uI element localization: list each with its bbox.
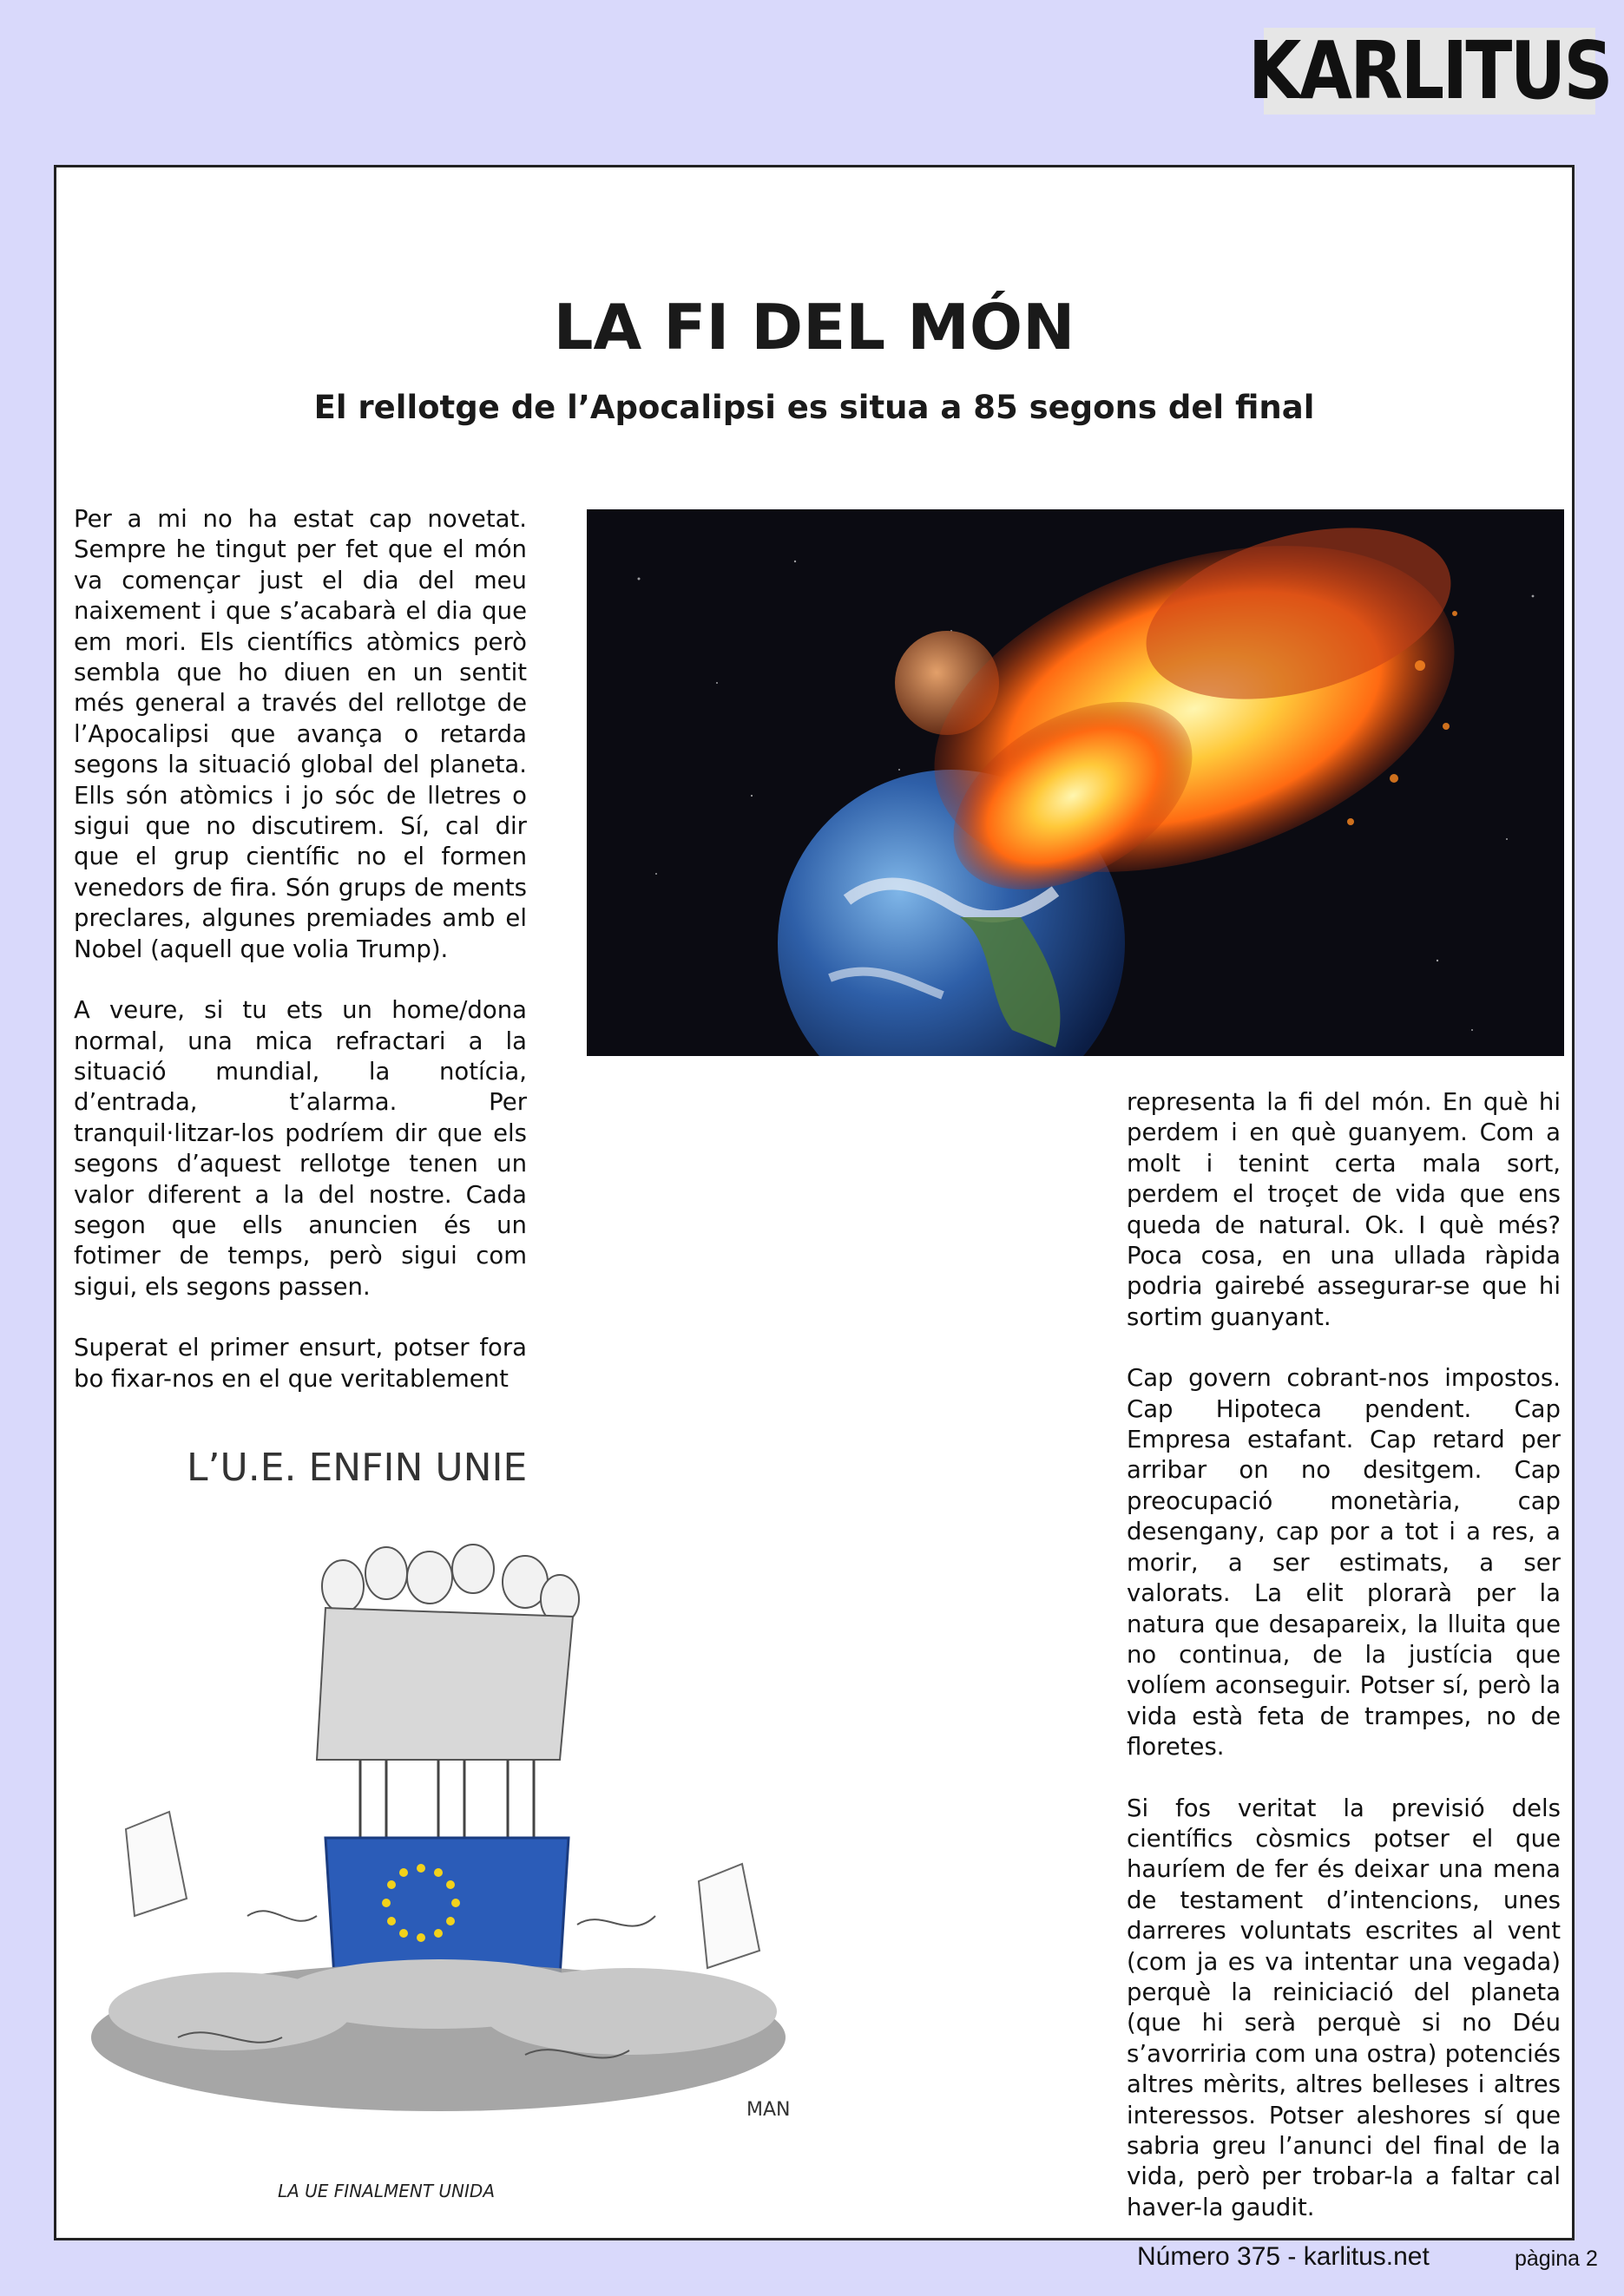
left-column (74, 504, 527, 1394)
eu-cartoon-drawing (74, 1430, 838, 2124)
article-subtitle: El rellotge de l’Apocalipsi es situa a 85 segons del final (313, 389, 1315, 426)
paragraph: A veure, si tu ets un home/dona normal, una mica refractari a la situació mundial, la notícia, d’entrada, t’alarma. Per tranquil·litzar-los podríem dir que els segons d’aquest rellotge tenen un valor diferent a la del nostre. Cada segon que ells anuncien és un fotimer de temps, però sigui com sigui, els segons passen. (74, 996, 527, 1301)
paragraph: Si fos veritat la previsió dels científics còsmics potser el que hauríem de fer és deixar una mena de testament d’intencions, unes darreres voluntats escrites al vent (com ja es va intentar una vegada) perquè la reiniciació del planeta (que hi serà perquè si no Déu s’avorriria com una ostra) potenciés altres mèrits, altres belleses i altres interessos. Potser aleshores sí que sabria greu l’anunci del final de la vida, però per trobar-la a faltar cal haver-la gaudit. (1127, 1794, 1561, 2221)
article-title: LA FI DEL MÓN (553, 291, 1075, 364)
cartoon-handwritten-title: L’U.E. ENFIN UNIE (187, 1446, 528, 1490)
masthead-logo (1248, 24, 1611, 117)
cartoon-signature: MAN (746, 2099, 791, 2121)
right-column (1127, 1087, 1561, 2223)
article-page (54, 165, 1575, 2240)
eu-podium (325, 1838, 569, 1977)
earth-explosion-image (587, 509, 1564, 1056)
paragraph: Superat el primer ensurt, potser fora bo fixar-nos en el que veritablement (74, 1334, 527, 1393)
cartoon-caption: LA UE FINALMENT UNIDA (277, 2181, 495, 2201)
eu-cartoon (74, 1430, 838, 2124)
brand-name: KARLITUS (1248, 24, 1611, 117)
footer-page-number: pàgina 2 (1515, 2247, 1598, 2271)
paragraph: Per a mi no ha estat cap novetat. Sempre he tingut per fet que el món va començar just el dia del meu naixement i que s’acabarà el dia que em mori. Els científics atòmics però sembla que ho diuen en un sentit més general a través del rellotge de l’Apocalipsi que avança o retarda segons la situació global del planeta. Ells són atòmics i jo sóc de lletres o sigui que no discutirem. Sí, cal dir que el grup científic no el formen venedors de fira. Són grups de ments preclares, algunes premiades amb el Nobel (aquell que volia Trump). (74, 505, 527, 963)
footer-issue: Número 375 - karlitus.net (1137, 2242, 1430, 2271)
paragraph: representa la fi del món. En què hi perdem i en què guanyem. Com a molt i tenint certa mala sort, perdem el troçet de vida que ens queda de natural. Ok. I què més? Poca cosa, en una ullada ràpida podria gairebé assegurar-se que hi sortim guanyant. (1127, 1088, 1561, 1331)
earth-explosion-illustration (587, 509, 1564, 1056)
paragraph: Cap govern cobrant-nos impostos. Cap Hipoteca pendent. Cap Empresa estafant. Cap retard per arribar on no desitgem. Cap preocupació monetària, cap desengany, cap por a tot i a res, a morir, a ser estimats, a ser valorats. La elit plorarà per la natura que desapareix, la lluita que no continua, de la justícia que volíem aconseguir. Potser sí, però la vida està feta de trampes, no de floretes. (1127, 1364, 1561, 1761)
